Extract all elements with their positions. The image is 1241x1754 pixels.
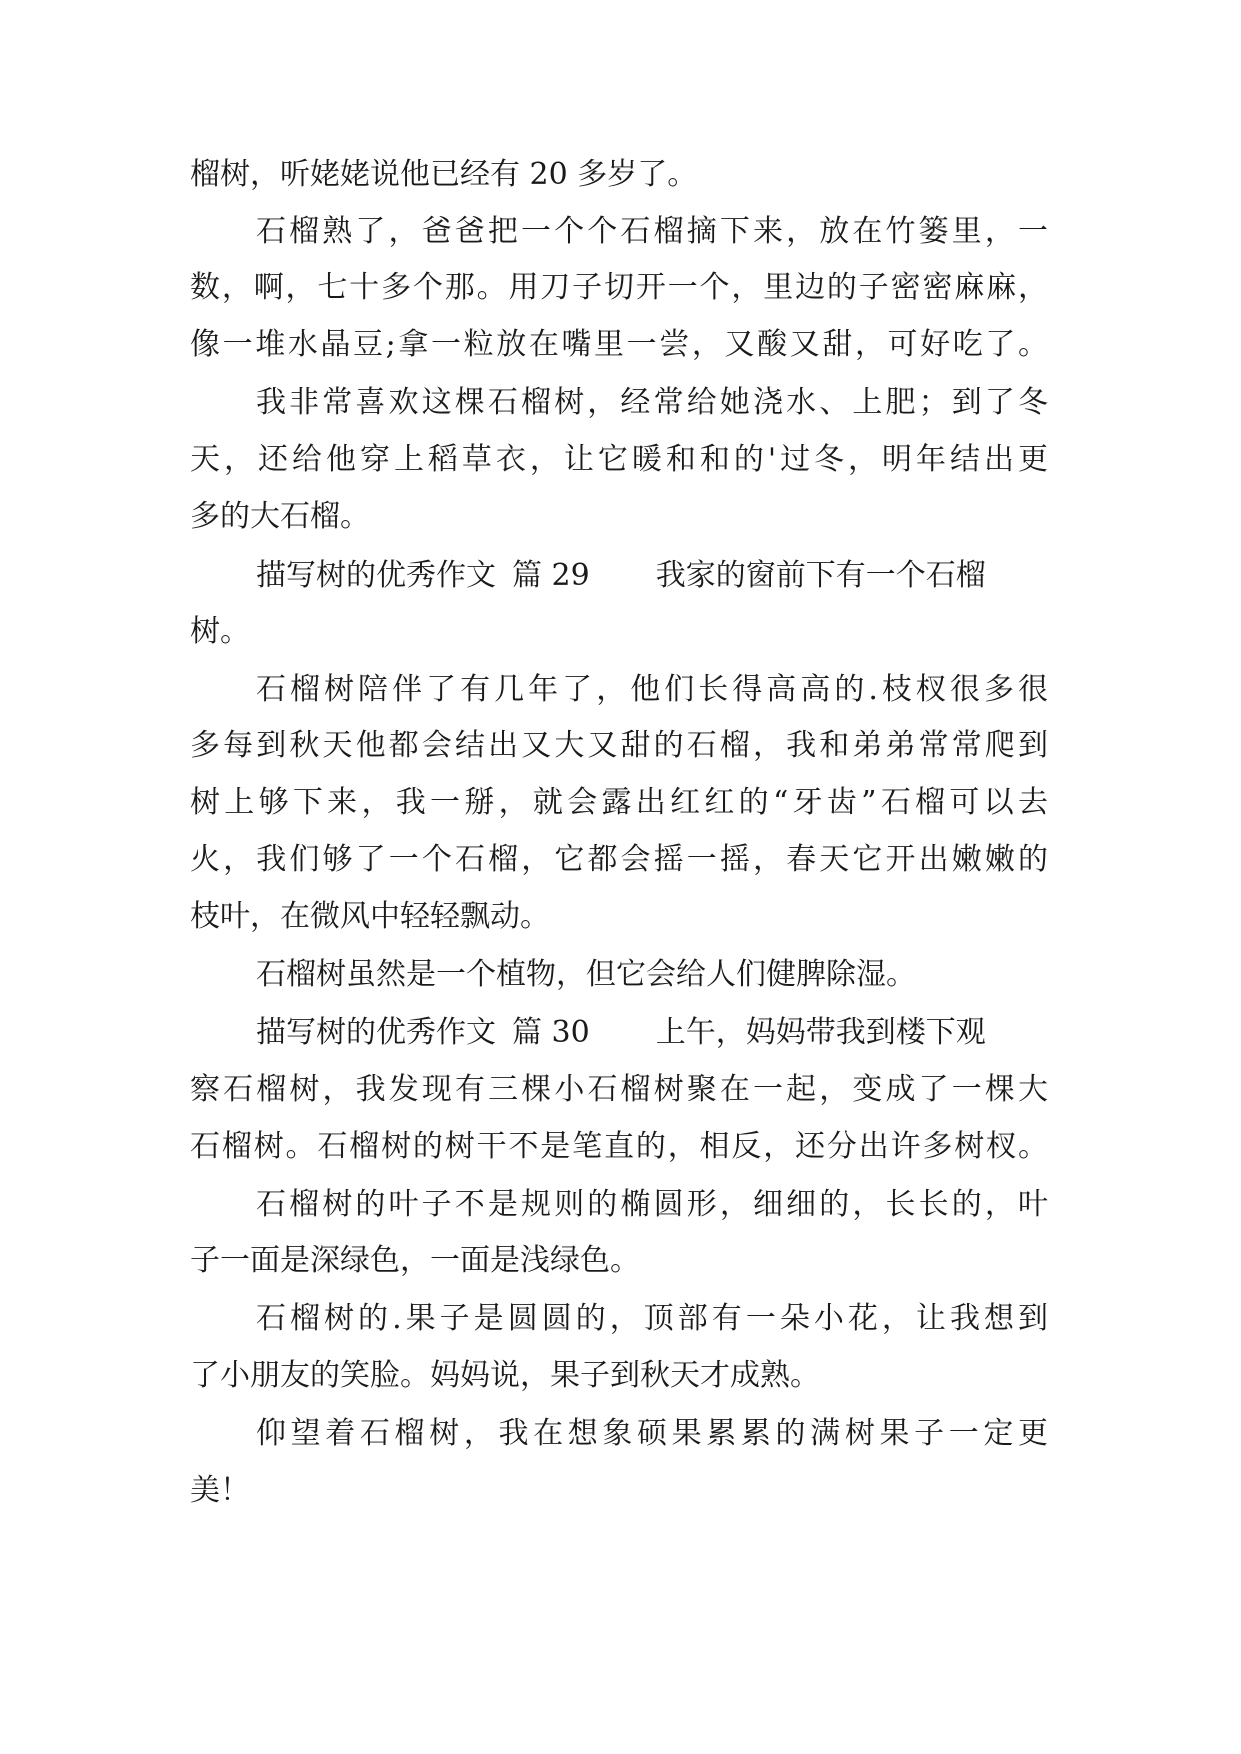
text-line: 石榴树陪伴了有几年了，他们长得高高的.枝杈很多很 [256, 672, 1048, 707]
text-line: 仰望着石榴树，我在想象硕果累累的满树果子一定更 [256, 1416, 1048, 1451]
text-line: 天，还给他穿上稻草衣，让它暖和和的'过冬，明年结出更 [190, 442, 1048, 477]
section-number: 篇 29 [512, 558, 590, 593]
text-line: 数，啊，七十多个那。用刀子切开一个，里边的子密密麻麻， [190, 270, 1048, 305]
section-title: 描写树的优秀作文 [256, 1015, 496, 1050]
text-line: 子一面是深绿色，一面是浅绿色。 [190, 1243, 640, 1278]
text-line: 火，我们够了一个石榴，它都会摇一摇，春天它开出嫩嫩的 [190, 842, 1048, 877]
text-line: 多每到秋天他都会结出又大又甜的石榴，我和弟弟常常爬到 [190, 728, 1048, 763]
text-line: 察石榴树，我发现有三棵小石榴树聚在一起，变成了一棵大 [190, 1072, 1048, 1107]
text-line: 像一堆水晶豆;拿一粒放在嘴里一尝，又酸又甜，可好吃了。 [190, 327, 1048, 362]
section-heading-30 [256, 1013, 1048, 1053]
text-line: 我非常喜欢这棵石榴树，经常给她浇水、上肥；到了冬 [256, 385, 1048, 420]
text-line: 枝叶，在微风中轻轻飘动。 [190, 899, 550, 934]
text-line: 树上够下来，我一掰，就会露出红红的“牙齿”石榴可以去 [190, 785, 1048, 820]
text-line: 树。 [190, 614, 250, 649]
text-line: 石榴树的叶子不是规则的椭圆形，细细的，长长的，叶 [256, 1187, 1048, 1222]
section-heading-29 [256, 556, 1048, 596]
text-line: 榴树，听姥姥说他已经有 20 多岁了。 [190, 157, 698, 192]
text-line: 石榴树虽然是一个植物，但它会给人们健脾除湿。 [256, 957, 916, 992]
text-line: 美！ [190, 1473, 250, 1508]
text-line: 石榴树的.果子是圆圆的，顶部有一朵小花，让我想到 [256, 1301, 1048, 1336]
section-text: 我家的窗前下有一个石榴 [655, 558, 986, 593]
section-number: 篇 30 [512, 1015, 590, 1050]
section-title: 描写树的优秀作文 [256, 558, 496, 593]
section-text: 上午，妈妈带我到楼下观 [655, 1015, 986, 1050]
text-line: 石榴树。石榴树的树干不是笔直的，相反，还分出许多树杈。 [190, 1129, 1048, 1164]
text-line: 石榴熟了，爸爸把一个个石榴摘下来，放在竹篓里，一 [256, 214, 1048, 249]
text-line: 了小朋友的笑脸。妈妈说，果子到秋天才成熟。 [190, 1358, 820, 1393]
text-line: 多的大石榴。 [190, 499, 370, 534]
